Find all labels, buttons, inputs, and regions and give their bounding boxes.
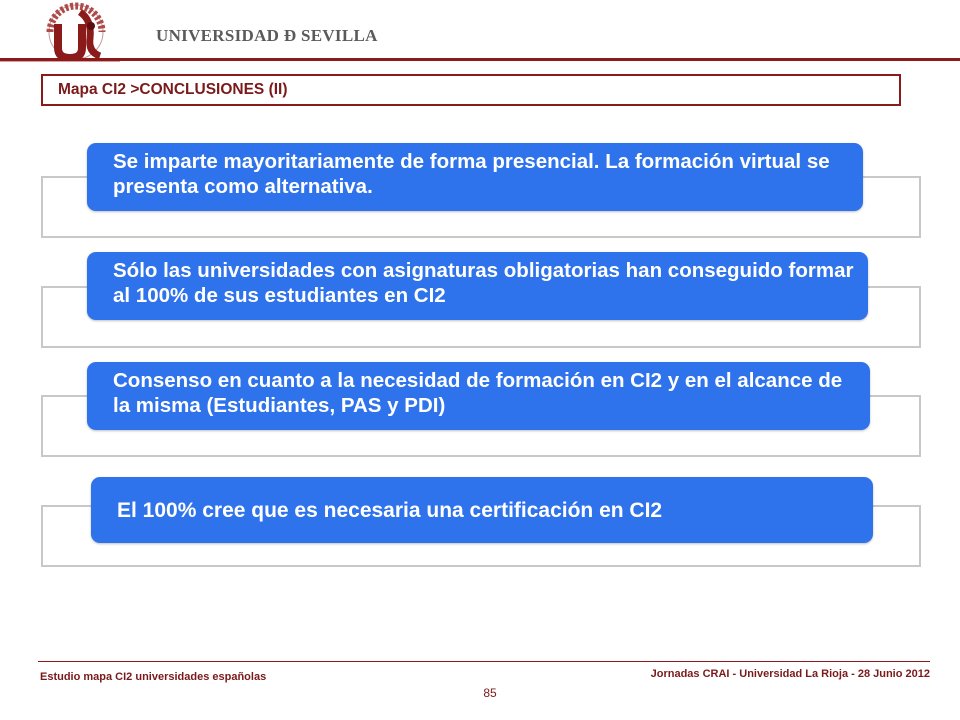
university-name: UNIVERSIDAD Ð SEVILLA — [156, 26, 378, 45]
slide-title: Mapa CI2 >CONCLUSIONES (II) — [58, 81, 288, 98]
point-1-box — [87, 143, 863, 211]
slide-title-box — [41, 74, 901, 106]
header-rule-accent — [0, 61, 120, 62]
footer-right-text: Jornadas CRAI - Universidad La Rioja - 28 Junio 2012 — [650, 668, 930, 680]
point-2-box — [87, 252, 868, 320]
page-number: 85 — [483, 686, 497, 700]
point-4-box — [91, 477, 873, 543]
point-4-text: El 100% cree que es necesaria una certificación en CI2 — [117, 498, 663, 522]
point-2-text: Sólo las universidades con asignaturas obligatorias han conseguido formar al 100% de sus estudiantes en CI2 — [113, 259, 854, 307]
footer-rule — [38, 661, 930, 662]
point-1-text: Se imparte mayoritariamente de forma presencial. La formación virtual se presenta como alternativa. — [113, 150, 830, 198]
point-3-box — [87, 362, 870, 430]
point-3-text: Consenso en cuanto a la necesidad de formación en CI2 y en el alcance de la misma (Estudiantes, PAS y PDI) — [113, 369, 843, 417]
footer-left-text: Estudio mapa CI2 universidades españolas — [40, 671, 267, 683]
header-rule — [0, 58, 960, 61]
